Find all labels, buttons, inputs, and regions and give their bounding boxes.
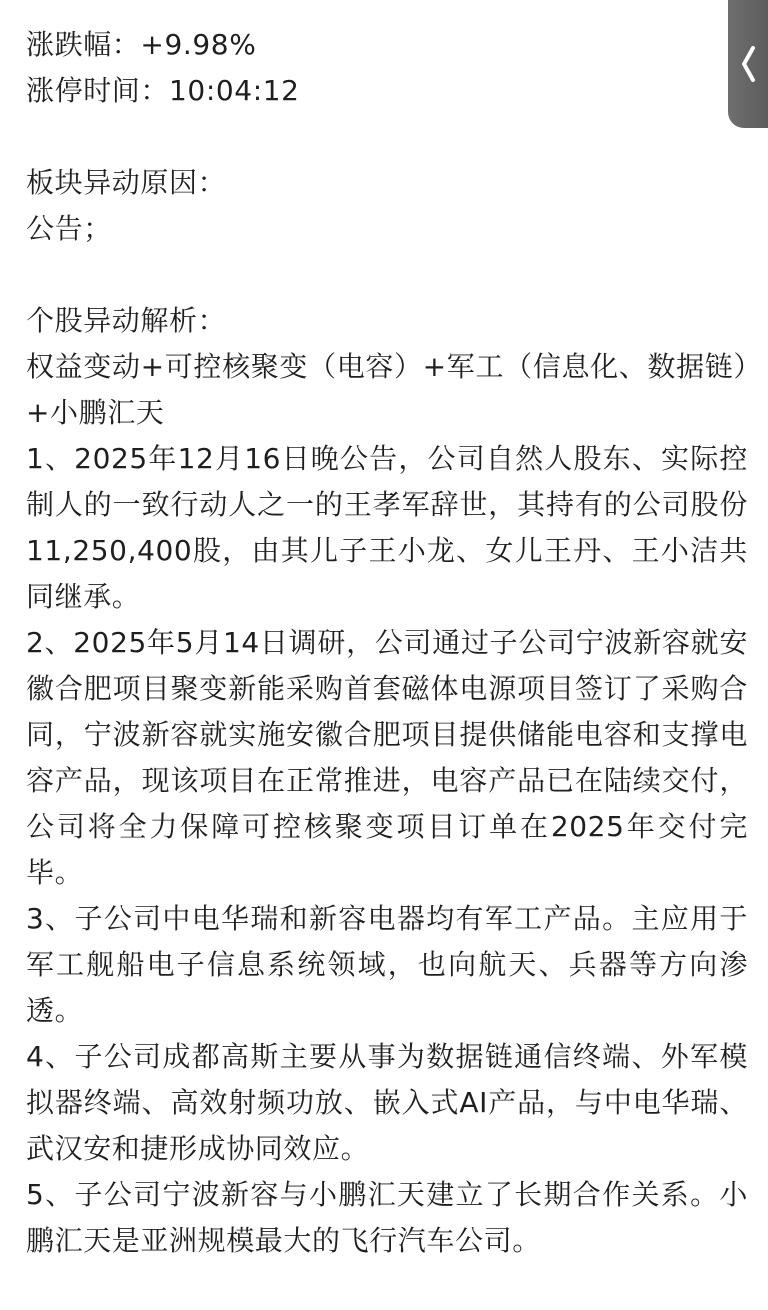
price-change-line: 涨跌幅：+9.98% [26, 28, 257, 61]
analysis-point-2: 2、2025年5月14日调研，公司通过子公司宁波新容就安徽合肥项目聚变新能采购首套磁体电源项目签订了采购合同，宁波新容就实施安徽合肥项目提供储能电容和支撑电容产品，现该项目在正常推进，电容产品已在陆续交付，公司将全力保障可控核聚变项目订单在2025年交付完毕。 [26, 626, 748, 889]
analysis-point-1: 1、2025年12月16日晚公告，公司自然人股东、实际控制人的一致行动人之一的王孝军辞世，其持有的公司股份11,250,400股，由其儿子王小龙、女儿王丹、王小洁共同继承。 [26, 442, 748, 613]
article-body [26, 22, 748, 1264]
sector-reason-value: 公告； [26, 212, 112, 245]
analysis-tags: 权益变动+可控核聚变（电容）+军工（信息化、数据链）+小鹏汇天 [26, 350, 748, 429]
blank-line [26, 252, 748, 298]
analysis-point-4: 4、子公司成都高斯主要从事为数据链通信终端、外军模拟器终端、高效射频功放、嵌入式AI产品，与中电华瑞、武汉安和捷形成协同效应。 [26, 1040, 748, 1165]
analysis-title: 个股异动解析： [26, 304, 227, 337]
back-button[interactable] [728, 0, 768, 128]
chevron-left-icon [739, 44, 757, 84]
limit-up-time-line: 涨停时间：10:04:12 [26, 74, 300, 107]
analysis-point-5: 5、子公司宁波新容与小鹏汇天建立了长期合作关系。小鹏汇天是亚洲规模最大的飞行汽车公司。 [26, 1178, 748, 1257]
sector-reason-title: 板块异动原因： [26, 166, 227, 199]
blank-line [26, 114, 748, 160]
analysis-point-3: 3、子公司中电华瑞和新容电器均有军工产品。主应用于军工舰船电子信息系统领域，也向航天、兵器等方向渗透。 [26, 902, 748, 1027]
